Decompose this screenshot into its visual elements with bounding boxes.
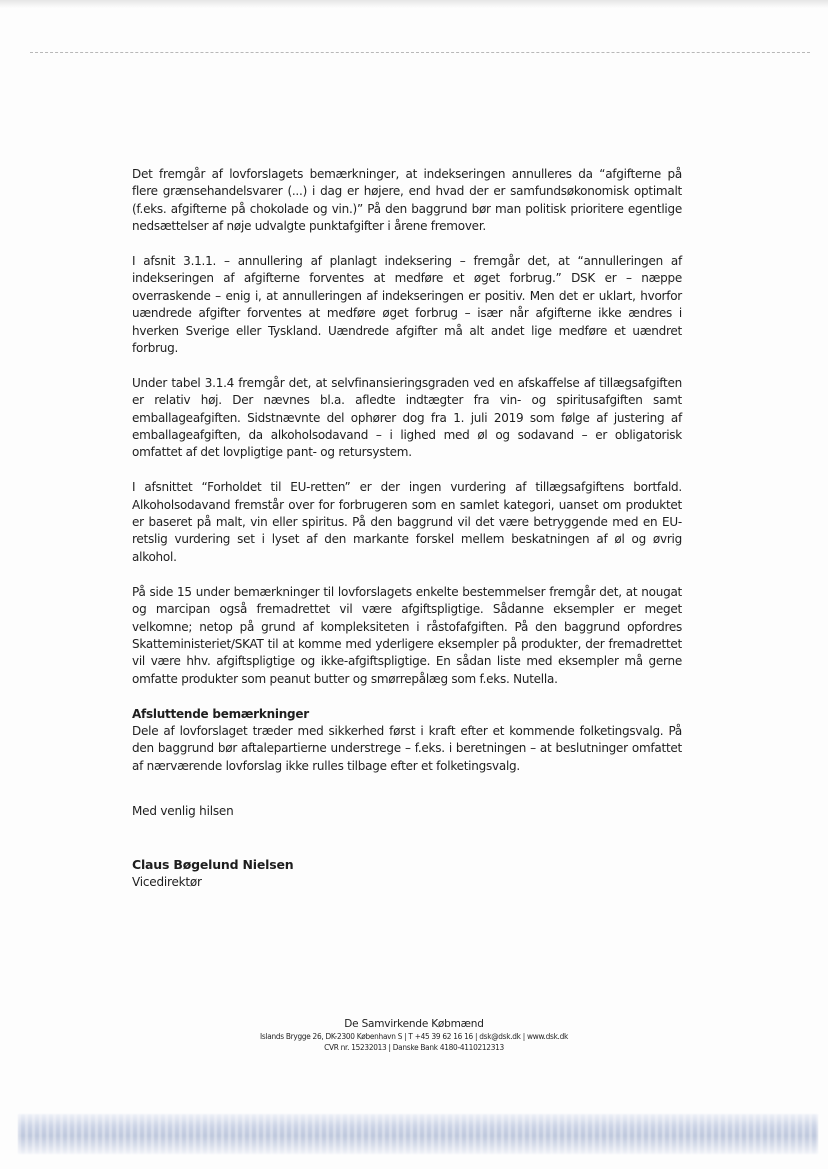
letter-body	[132, 166, 682, 775]
scan-top-edge	[0, 0, 828, 8]
signature-title: Vicedirektør	[132, 875, 202, 889]
scan-bottom-band	[18, 1114, 818, 1154]
footer-registration: CVR nr. 15232013 | Danske Bank 4180-4110212313	[324, 1043, 504, 1052]
paragraph-eu-law: I afsnittet “Forholdet til EU-retten” er der ingen vurdering af tillægsafgiftens bortfald. Alkoholsodavand fremstår over for forbrugeren som en samlet kategori, uanset om produktet er baseret på malt, vin eller spiritus. På den baggrund vil det være betryggende med en EU-retslig vurdering set i lyset af den markante forskel mellem beskatningen af øl og øvrig alkohol.	[132, 480, 682, 564]
closing-section	[132, 706, 682, 776]
paragraph-section-3-1-1: I afsnit 3.1.1. – annullering af planlagt indeksering – fremgår det, at “annulleringen af indekseringen af afgifterne forventes at medføre et øget forbrug.” DSK er – næppe overraskende – enig i, at annulleringen af indekseringen er positiv. Men det er uklart, hvorfor uændrede afgifter forventes at medføre øget forbrug – især når afgifterne ikke ændres i hverken Sverige eller Tyskland. Uændrede afgifter må alt andet lige medføre et uændret forbrug.	[132, 254, 682, 356]
closing-paragraph: Dele af lovforslaget træder med sikkerhed først i kraft efter et kommende folketingsvalg. På den baggrund bør aftalepartierne understrege – f.eks. i beretningen – at beslutninger omfattet af nærværende lovforslag ikke rulles tilbage efter et folketingsvalg.	[132, 723, 682, 773]
letter-footer	[0, 1017, 828, 1053]
header-divider	[30, 52, 810, 53]
closing-heading: Afsluttende bemærkninger	[132, 706, 309, 721]
paragraph-indexation: Det fremgår af lovforslagets bemærkninger, at indekseringen annulleres da “afgifterne på flere grænsehandelsvarer (...) i dag er højere, end hvad der er samfundsøkonomisk optimalt (f.eks. afgifterne på chokolade og vin.)” På den baggrund bør man politisk prioritere egentlige nedsættelser af nøje udvalgte punktafgifter i årene fremover.	[132, 167, 682, 234]
paragraph-page-15: På side 15 under bemærkninger til lovforslagets enkelte bestemmelser fremgår det, at nougat og marcipan også fremadrettet vil være afgiftspligtige. Sådanne eksempler er meget velkomne; netop på grund af kompleksiteten i råstofafgiften. På den baggrund opfordres Skatteministeriet/SKAT til at komme med yderligere eksempler på produkter, der fremadrettet vil være hhv. afgiftspligtige og ikke-afgiftspligtige. En sådan liste med eksempler må gerne omfatte produkter som peanut butter og smørrepålæg som f.eks. Nutella.	[132, 584, 682, 686]
signature-name: Claus Bøgelund Nielsen	[132, 857, 294, 872]
paragraph-table-3-1-4: Under tabel 3.1.4 fremgår det, at selvfinansieringsgraden ved en afskaffelse af tillægsafgiften er relativ høj. Der nævnes bl.a. afledte indtægter fra vin- og spiritusafgiften samt emballageafgiften. Sidstnævnte del ophører dog fra 1. juli 2019 som følge af justering af emballageafgiften, da alkoholsodavand – i lighed med øl og sodavand – er obligatorisk omfattet af det lovpligtige pant- og retursystem.	[132, 375, 682, 460]
greeting: Med venlig hilsen	[132, 804, 234, 818]
footer-organization: De Samvirkende Købmænd	[344, 1018, 484, 1030]
footer-address: Islands Brygge 26, DK-2300 København S | T +45 39 62 16 16 | dsk@dsk.dk | www.dsk.dk	[259, 1032, 569, 1041]
